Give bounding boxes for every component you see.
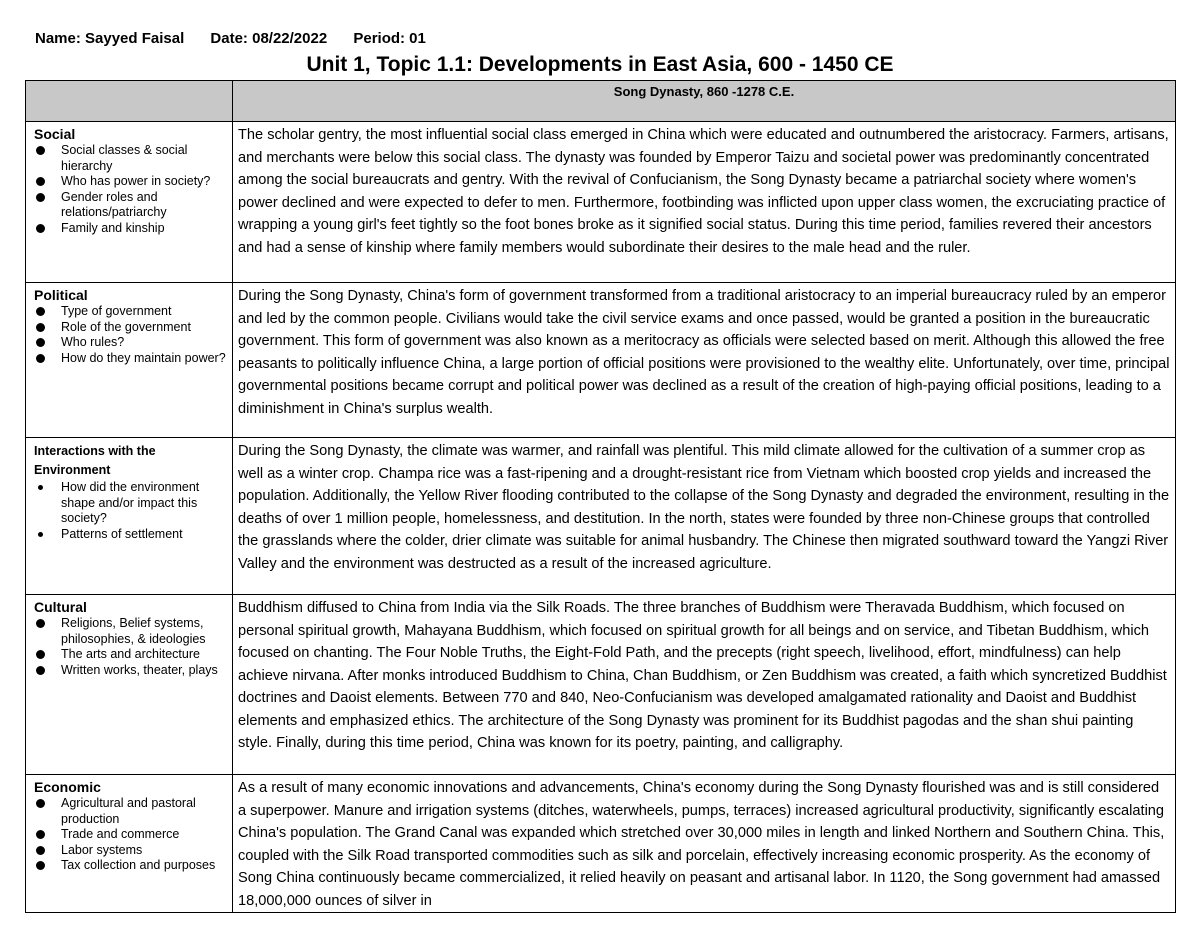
prompt-item: How did the environment shape and/or impact this society? bbox=[34, 480, 227, 527]
prompt-item: Who has power in society? bbox=[34, 174, 227, 190]
category-cell-economic bbox=[26, 775, 233, 913]
prompt-list bbox=[34, 480, 227, 542]
prompt-list bbox=[34, 616, 227, 678]
prompt-item: How do they maintain power? bbox=[34, 351, 227, 367]
column-header: Song Dynasty, 860 -1278 C.E. bbox=[613, 84, 795, 99]
prompt-item: Social classes & social hierarchy bbox=[34, 143, 227, 174]
column-header-cell bbox=[233, 81, 1176, 122]
prompt-list bbox=[34, 796, 227, 874]
table-row-economic bbox=[26, 775, 1176, 913]
prompt-item: Family and kinship bbox=[34, 221, 227, 237]
period-field: Period: 01 bbox=[353, 30, 426, 47]
prompt-item: Labor systems bbox=[34, 843, 227, 859]
table-row-environment bbox=[26, 438, 1176, 595]
notes-table bbox=[25, 80, 1176, 913]
response-text-environment: During the Song Dynasty, the climate was warmer, and rainfall was plentiful. This mild climate allowed for the cultivation of a summer crop as well as a winter crop. Champa rice was a fast-ripening and a drought-resistant rice from Vietnam which boosted crop yields and increased the population. Additionally, the Yellow River flooding contributed to the collapse of the Song Dynasty and degraded the environment, resulting in the deaths of over 1 million people, homelessness, and destitution. In the north, states were founded by three non-Chinese groups that controlled the grasslands where the colder, drier climate was suitable for animal husbandry. The Chinese then migrated southward toward the Yangzi River Valley and the environment was destructed as a result of the increased agriculture. bbox=[233, 438, 1176, 595]
prompt-item: Written works, theater, plays bbox=[34, 663, 227, 679]
table-header-row bbox=[26, 81, 1176, 122]
date-field: Date: 08/22/2022 bbox=[210, 30, 328, 47]
prompt-item: Trade and commerce bbox=[34, 827, 227, 843]
response-text-economic: As a result of many economic innovations and advancements, China's economy during the Song Dynasty flourished was and is still considered a superpower. Manure and irrigation systems (ditches, waterwheels, pumps, terraces) increased agricultural productivity, significantly escalating China's population. The Grand Canal was expanded which stretched over 30,000 miles in length and linked Northern and Southern China. This, coupled with the Silk Road transported commodities such as silk and porcelain, effectively increasing economic prosperity. As the economy of Song China continuously became commercialized, it relied heavily on peasant and artisanal labor. In 1120, the Song government had amassed 18,000,000 ounces of silver in bbox=[233, 775, 1176, 913]
prompt-item: Religions, Belief systems, philosophies, & ideologies bbox=[34, 616, 227, 647]
page-title: Unit 1, Topic 1.1: Developments in East Asia, 600 - 1450 CE bbox=[306, 53, 894, 76]
category-cell-cultural bbox=[26, 595, 233, 775]
student-name: Name: Sayyed Faisal bbox=[35, 30, 185, 47]
prompt-list bbox=[34, 143, 227, 236]
prompt-list bbox=[34, 304, 227, 366]
prompt-item: Who rules? bbox=[34, 335, 227, 351]
category-title: Cultural bbox=[34, 599, 87, 615]
category-title: Social bbox=[34, 126, 76, 142]
response-text-social: The scholar gentry, the most influential social class emerged in China which were educated and outnumbered the aristocracy. Farmers, artisans, and merchants were below this social class. The dynasty was founded by Emperor Taizu and societal power was predominantly concentrated among the social bureaucrats and gentry. With the revival of Confucianism, the Song Dynasty became a patriarchal society where women's power declined and were expected to defer to men. Furthermore, footbinding was inflicted upon upper class women, the excruciating practice of wrapping a young girl's feet tightly so the foot bones broke as it signified social status. During this time period, families revered their ancestors and had a sense of kinship where family members would subordinate their desires to the male head and the ruler. bbox=[233, 122, 1176, 283]
student-info bbox=[35, 30, 448, 47]
category-title: Political bbox=[34, 287, 88, 303]
category-cell-environment bbox=[26, 438, 233, 595]
table-row-social bbox=[26, 122, 1176, 283]
response-text-cultural: Buddhism diffused to China from India via the Silk Roads. The three branches of Buddhism were Theravada Buddhism, which focused on personal spiritual growth, Mahayana Buddhism, which focused on spiritual growth for all beings and on service, and Tibetan Buddhism, which focused on chanting. The Four Noble Truths, the Eight-Fold Path, and the precepts (right speech, livelihood, effort, mindfulness) can help achieve nirvana. After monks introduced Buddhism to China, Chan Buddhism, or Zen Buddhism was created, a faith which syncretized Buddhist doctrines and Daoist elements. Between 770 and 840, Neo-Confucianism was developed amalgamated rationality and Daoist and Buddhist elements and emphasized ethics. The architecture of the Song Dynasty was prominent for its Buddhist pagodas and the shan shui painting style. Finally, during this time period, China was known for its poetry, painting, and calligraphy. bbox=[233, 595, 1176, 775]
table-row-political bbox=[26, 283, 1176, 438]
prompt-item: Role of the government bbox=[34, 320, 227, 336]
prompt-item: Gender roles and relations/patriarchy bbox=[34, 190, 227, 221]
prompt-item: Agricultural and pastoral production bbox=[34, 796, 227, 827]
table-row-cultural bbox=[26, 595, 1176, 775]
header-blank-cell bbox=[26, 81, 233, 122]
response-text-political: During the Song Dynasty, China's form of government transformed from a traditional aristocracy to an imperial bureaucracy ruled by an emperor and led by the common people. Civilians would take the civil service exams and once passed, would be granted a position in the bureaucratic government. This form of government was also known as a meritocracy as officials were selected based on merit. Although this allowed the free peasants to politically influence China, a large portion of official positions were provisioned to the wealthy elite. Unfortunately, over time, principal governmental positions became corrupt and political power was declined as a result of the creation of high-paying official positions, leading to a diminishment in China's surplus wealth. bbox=[233, 283, 1176, 438]
category-title: Economic bbox=[34, 779, 101, 795]
prompt-item: Tax collection and purposes bbox=[34, 858, 227, 874]
prompt-item: Patterns of settlement bbox=[34, 527, 227, 543]
category-cell-political bbox=[26, 283, 233, 438]
category-title: Interactions with the Environment bbox=[34, 444, 156, 477]
prompt-item: The arts and architecture bbox=[34, 647, 227, 663]
category-cell-social bbox=[26, 122, 233, 283]
prompt-item: Type of government bbox=[34, 304, 227, 320]
